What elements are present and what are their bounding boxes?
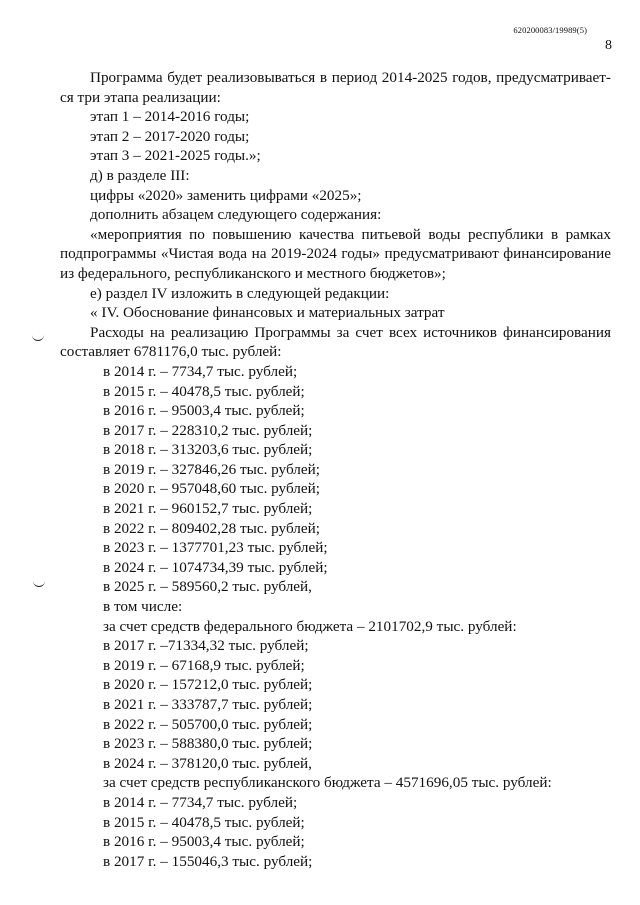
text-line: в 2017 г. –71334,32 тыс. рублей; [103,637,309,655]
text-line: в 2016 г. – 95003,4 тыс. рублей; [103,402,305,420]
margin-tick-mark [32,334,44,341]
text-line: в 2020 г. – 157212,0 тыс. рублей; [103,676,313,694]
text-line: е) раздел IV изложить в следующей редакции: [90,284,390,302]
text-line: дополнить абзацем следующего содержания: [90,206,382,224]
text-line: в 2018 г. – 313203,6 тыс. рублей; [103,441,313,459]
text-line: в 2021 г. – 960152,7 тыс. рублей; [103,500,313,518]
text-line: за счет средств федерального бюджета – 2101702,9 тыс. рублей: [103,617,517,635]
text-line: в 2014 г. – 7734,7 тыс. рублей; [103,362,298,380]
text-line: в 2019 г. – 327846,26 тыс. рублей; [103,460,320,478]
text-line: в 2020 г. – 957048,60 тыс. рублей; [103,480,320,498]
text-line: в 2022 г. – 505700,0 тыс. рублей; [103,715,313,733]
text-line: в 2023 г. – 588380,0 тыс. рублей; [103,735,313,753]
text-line: « IV. Обоснование финансовых и материальных затрат [90,304,445,322]
text-line: в том числе: [103,598,183,616]
text-line: в 2014 г. – 7734,7 тыс. рублей; [103,793,298,811]
text-line: в 2019 г. – 67168,9 тыс. рублей; [103,656,305,674]
text-line: этап 1 – 2014-2016 годы; [90,108,250,126]
text-line: в 2024 г. – 1074734,39 тыс. рублей; [103,558,328,576]
text-line: за счет средств республиканского бюджета – 4571696,05 тыс. рублей: [103,774,552,792]
text-line: в 2023 г. – 1377701,23 тыс. рублей; [103,539,328,557]
text-line: этап 2 – 2017-2020 годы; [90,127,250,145]
text-line: в 2025 г. – 589560,2 тыс. рублей, [103,578,312,596]
text-line: в 2022 г. – 809402,28 тыс. рублей; [103,519,320,537]
page-number: 8 [605,38,612,53]
text-line: в 2015 г. – 40478,5 тыс. рублей; [103,813,305,831]
text-line: ся три этапа реализации: [60,88,221,106]
margin-tick-mark [33,580,45,587]
text-line: в 2015 г. – 40478,5 тыс. рублей; [103,382,305,400]
text-line: этап 3 – 2021-2025 годы.»; [90,147,261,165]
text-line: в 2021 г. – 333787,7 тыс. рублей; [103,696,313,713]
text-line: из федерального, республиканского и местного бюджетов»; [60,264,446,282]
text-line: в 2016 г. – 95003,4 тыс. рублей; [103,833,305,851]
text-line: подпрограммы «Чистая вода на 2019-2024 годы» предусматривают финансирование [60,245,611,263]
text-line: составляет 6781176,0 тыс. рублей: [60,343,282,361]
text-line: в 2024 г. – 378120,0 тыс. рублей, [103,754,312,772]
text-line: в 2017 г. – 155046,3 тыс. рублей; [103,852,313,870]
text-line: цифры «2020» заменить цифрами «2025»; [90,186,362,204]
text-line: в 2017 г. – 228310,2 тыс. рублей; [103,421,313,439]
document-id: 620200083/19989(5) [513,25,587,35]
document-body [60,68,611,871]
text-line: Программа будет реализовываться в период 2014-2025 годов, предусматривает- [90,69,611,86]
text-line: д) в разделе III: [90,166,190,184]
text-line: Расходы на реализацию Программы за счет всех источников финансирования [90,323,611,341]
text-line: «мероприятия по повышению качества питьевой воды республики в рамках [90,225,611,243]
